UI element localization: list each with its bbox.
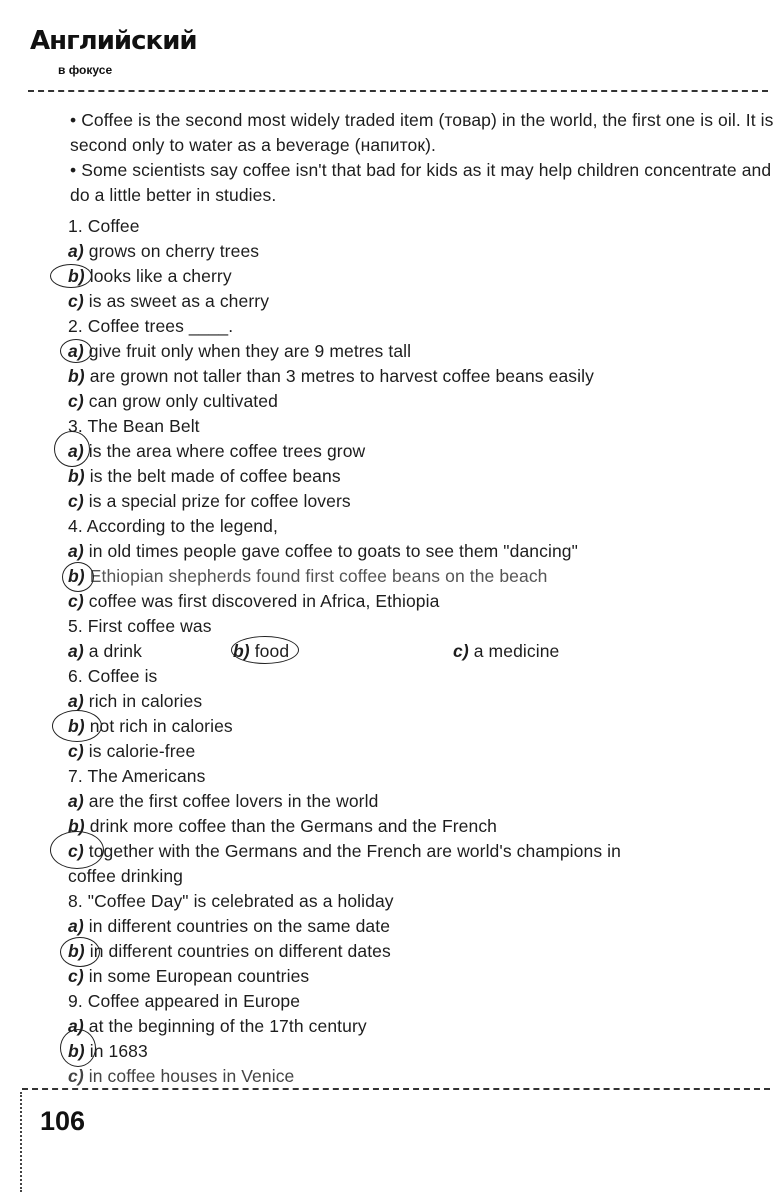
answer-option[interactable]: b) Ethiopian shepherds found first coffee beans on the beach <box>68 564 776 589</box>
answer-circle-mark <box>60 937 100 967</box>
fact-paragraph: • Some scientists say coffee isn't that bad for kids as it may help children concentrate and do a little better in studies. <box>70 160 772 205</box>
answer-option[interactable]: a) grows on cherry trees <box>68 241 260 261</box>
answer-circle-mark <box>231 636 299 664</box>
header-divider <box>28 90 768 92</box>
answer-option[interactable]: a) rich in calories <box>68 691 203 711</box>
question-stem: 9. Coffee appeared in Europe <box>68 991 301 1011</box>
answer-option[interactable]: b) food <box>233 639 453 664</box>
answer-options-row <box>68 639 776 664</box>
question-stem: 3. The Bean Belt <box>68 416 200 436</box>
answer-circle-mark <box>54 431 90 467</box>
answer-option[interactable]: c) in some European countries <box>68 966 310 986</box>
answer-option[interactable]: a) a drink <box>68 641 142 661</box>
answer-option[interactable]: c) coffee was first discovered in Africa, Ethiopia <box>68 591 440 611</box>
answer-option[interactable]: a) at the beginning of the 17th century <box>68 1016 367 1036</box>
answer-option[interactable]: a) in old times people gave coffee to goats to see them "dancing" <box>68 541 578 561</box>
answer-option[interactable]: a) is the area where coffee trees grow <box>68 439 776 464</box>
answer-option[interactable]: c) a medicine <box>453 641 560 661</box>
logo-title: Английский <box>30 26 197 56</box>
answer-circle-mark <box>62 562 94 592</box>
page-content <box>68 108 776 1089</box>
answer-option[interactable]: b) not rich in calories <box>68 714 776 739</box>
answer-option[interactable]: a) in different countries on the same date <box>68 916 391 936</box>
answer-circle-mark <box>60 1029 96 1067</box>
answer-option[interactable]: c) is a special prize for coffee lovers <box>68 491 351 511</box>
answer-option[interactable]: b) in 1683 <box>68 1039 776 1064</box>
answer-circle-mark <box>50 264 92 288</box>
answer-option[interactable]: a) give fruit only when they are 9 metres tall <box>68 339 776 364</box>
question-stem: 4. According to the legend, <box>68 516 278 536</box>
question-stem: 6. Coffee is <box>68 666 158 686</box>
footer-divider <box>22 1088 770 1090</box>
answer-option[interactable]: c) together with the Germans and the French are world's champions in <box>68 839 776 864</box>
question-stem: 7. The Americans <box>68 766 206 786</box>
page-number: 106 <box>40 1106 86 1136</box>
answer-option[interactable]: b) in different countries on different dates <box>68 939 776 964</box>
answer-option[interactable]: c) is as sweet as a cherry <box>68 291 270 311</box>
answer-circle-mark <box>60 339 92 363</box>
answer-option[interactable]: b) drink more coffee than the Germans and the French <box>68 816 498 836</box>
answer-option[interactable]: b) are grown not taller than 3 metres to harvest coffee beans easily <box>68 366 594 386</box>
answer-option[interactable]: a) are the first coffee lovers in the world <box>68 791 379 811</box>
answer-option[interactable]: c) is calorie-free <box>68 741 196 761</box>
fact-paragraph: • Coffee is the second most widely traded item (товар) in the world, the first one is oil. It is second only to water as a beverage (напиток). <box>70 110 774 155</box>
answer-option[interactable]: c) can grow only cultivated <box>68 391 278 411</box>
question-stem: 5. First coffee was <box>68 616 212 636</box>
answer-option[interactable]: b) looks like a cherry <box>68 264 776 289</box>
answer-option[interactable]: c) in coffee houses in Venice <box>68 1066 295 1086</box>
logo-subtitle: в фокусе <box>58 63 113 77</box>
question-stem: 8. "Coffee Day" is celebrated as a holiday <box>68 891 394 911</box>
question-stem: 1. Coffee <box>68 216 140 236</box>
question-stem: 2. Coffee trees ____. <box>68 316 234 336</box>
textbook-logo <box>30 26 197 77</box>
answer-option[interactable]: b) is the belt made of coffee beans <box>68 466 341 486</box>
answer-option-continuation: coffee drinking <box>68 866 184 886</box>
margin-dotted-line <box>20 1092 22 1192</box>
answer-circle-mark <box>52 710 102 742</box>
